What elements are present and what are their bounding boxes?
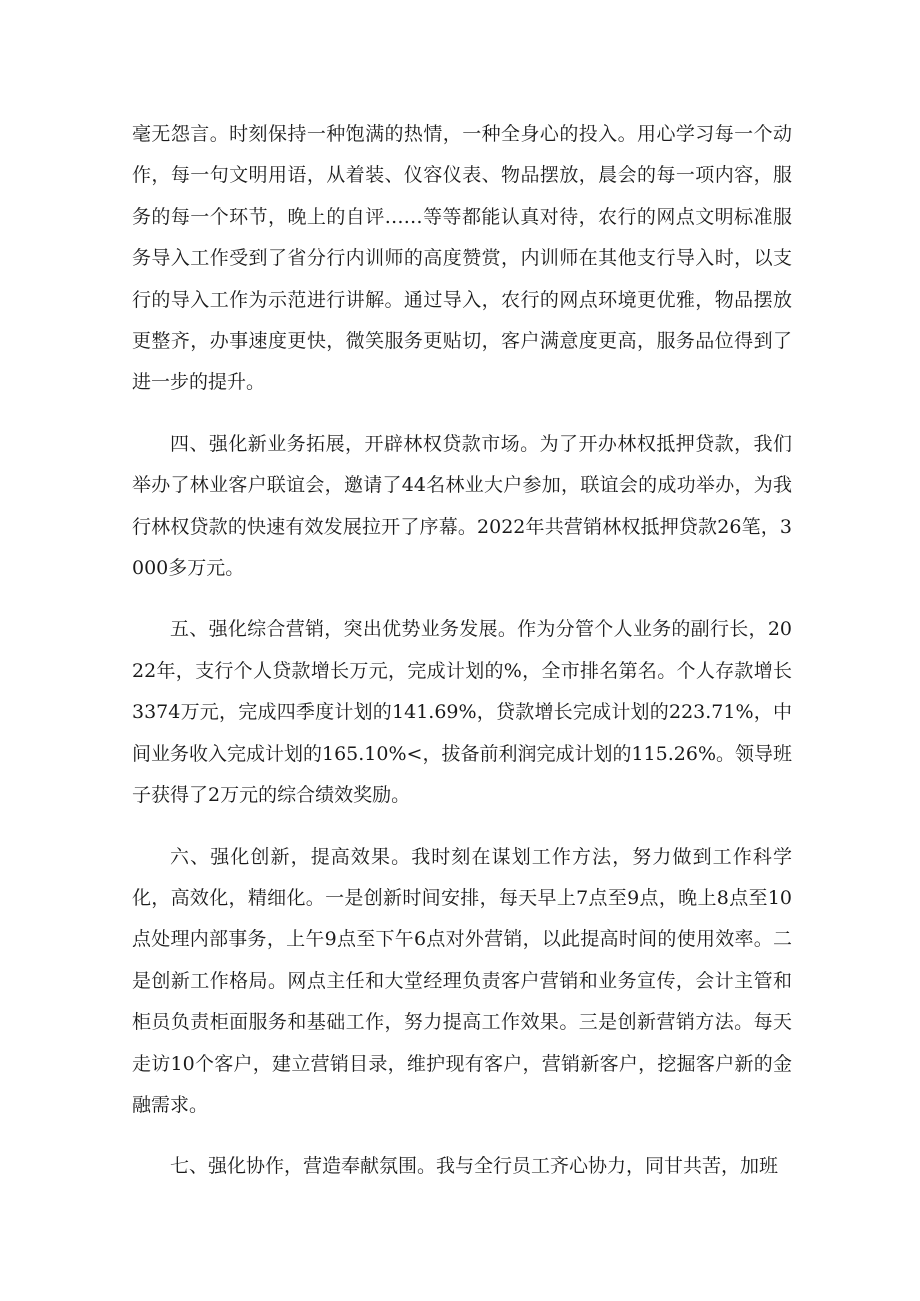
paragraph-innovation: 六、强化创新，提高效果。我时刻在谋划工作方法，努力做到工作科学化，高效化，精细化。一是创新时间安排，每天早上7点至9点，晚上8点至10点处理内部事务，上午9点至下午6点对外营销，以此提高时间的使用效率。二是创新工作格局。网点主任和大堂经理负责客户营销和业务宣传，会计主管和柜员负责柜面服务和基础工作，努力提高工作效果。三是创新营销方法。每天走访10个客户，建立营销目录，维护现有客户，营销新客户，挖掘客户新的金融需求。 [132, 845, 792, 1116]
paragraph-comprehensive-marketing: 五、强化综合营销，突出优势业务发展。作为分管个人业务的副行长，2022年，支行个人贷款增长万元，完成计划的%，全市排名第名。个人存款增长3374万元，完成四季度计划的141.69%，贷款增长完成计划的223.71%，中间业务收入完成计划的165.10%<，拔备前利润完成计划的115.26%。领导班子获得了2万元的综合绩效奖励。 [132, 618, 792, 807]
paragraph-forest-rights-loans: 四、强化新业务拓展，开辟林权贷款市场。为了开办林权抵押贷款，我们举办了林业客户联谊会，邀请了44名林业大户参加，联谊会的成功举办，为我行林权贷款的快速有效发展拉开了序幕。2022年共营销林权抵押贷款26笔，3000多万元。 [132, 432, 792, 580]
document-body [132, 114, 792, 1188]
paragraph-collaboration: 七、强化协作，营造奉献氛围。我与全行员工齐心协力，同甘共苦，加班 [170, 1155, 779, 1178]
paragraph-service-introduction: 毫无怨言。时刻保持一种饱满的热情，一种全身心的投入。用心学习每一个动作，每一句文明用语，从着装、仪容仪表、物品摆放，晨会的每一项内容，服务的每一个环节，晚上的自评……等等都能认真对待，农行的网点文明标准服务导入工作受到了省分行内训师的高度赞赏，内训师在其他支行导入时，以支行的导入工作为示范进行讲解。通过导入，农行的网点环境更优雅，物品摆放更整齐，办事速度更快，微笑服务更贴切，客户满意度更高，服务品位得到了进一步的提升。 [132, 123, 792, 394]
